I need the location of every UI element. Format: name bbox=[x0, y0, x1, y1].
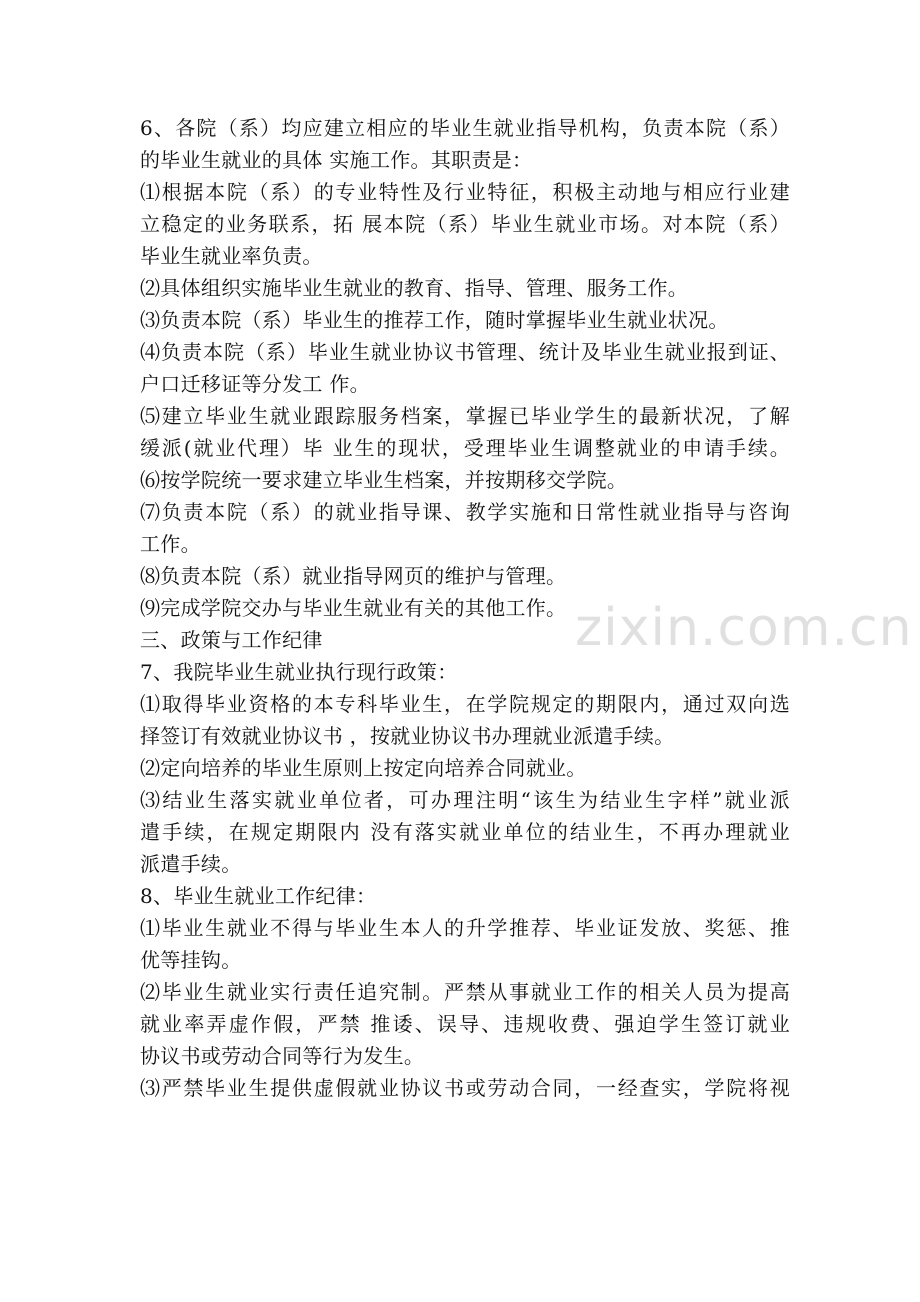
text-line: ⑷负责本院（系）毕业生就业协议书管理、统计及毕业生就业报到证、 bbox=[140, 340, 790, 364]
text-line: 的毕业生就业的具体 实施工作。其职责是： bbox=[140, 148, 533, 172]
text-line: 派遣手续。 bbox=[140, 852, 242, 876]
text-line: ⑺负责本院（系）的就业指导课、教学实施和日常性就业指导与咨询 bbox=[140, 500, 790, 524]
text-line: ⑵毕业生就业实行责任追究制。严禁从事就业工作的相关人员为提高 bbox=[140, 980, 790, 1004]
text-line: ⑶负责本院（系）毕业生的推荐工作，随时掌握毕业生就业状况。 bbox=[140, 308, 729, 332]
text-line: 优等挂钩。 bbox=[140, 948, 242, 972]
text-line: 就业率弄虚作假，严禁 推诿、误导、违规收费、强迫学生签订就业 bbox=[140, 1012, 790, 1036]
text-line: ⑵具体组织实施毕业生就业的教育、指导、管理、服务工作。 bbox=[140, 276, 689, 300]
text-line: ⑶结业生落实就业单位者，可办理注明“该生为结业生字样”就业派 bbox=[140, 788, 790, 812]
document-body bbox=[140, 112, 790, 1104]
text-line: ⑴毕业生就业不得与毕业生本人的升学推荐、毕业证发放、奖惩、推 bbox=[140, 916, 790, 940]
text-line: 6、各院（系）均应建立相应的毕业生就业指导机构，负责本院（系） bbox=[140, 116, 790, 140]
text-line: 协议书或劳动合同等行为发生。 bbox=[140, 1044, 425, 1068]
text-line: 毕业生就业率负责。 bbox=[140, 244, 323, 268]
watermark: zixin.com.cn bbox=[575, 598, 913, 658]
text-line: ⑼完成学院交办与毕业生就业有关的其他工作。 bbox=[140, 596, 567, 620]
text-line: 遣手续，在规定期限内 没有落实就业单位的结业生，不再办理就业 bbox=[140, 820, 790, 844]
text-line: ⑶严禁毕业生提供虚假就业协议书或劳动合同，一经查实，学院将视 bbox=[140, 1076, 790, 1100]
text-line: 缓派(就业代理）毕 业生的现状，受理毕业生调整就业的申请手续。 bbox=[140, 436, 790, 460]
text-line: 户口迁移证等分发工 作。 bbox=[140, 372, 370, 396]
text-line: 工作。 bbox=[140, 532, 201, 556]
text-line: ⑵定向培养的毕业生原则上按定向培养合同就业。 bbox=[140, 756, 587, 780]
text-line: ⑻负责本院（系）就业指导网页的维护与管理。 bbox=[140, 564, 567, 588]
text-line: 三、政策与工作纪律 bbox=[140, 628, 323, 652]
text-line: ⑸建立毕业生就业跟踪服务档案，掌握已毕业学生的最新状况，了解 bbox=[140, 404, 790, 428]
text-line: ⑹按学院统一要求建立毕业生档案，并按期移交学院。 bbox=[140, 468, 628, 492]
text-line: 7、我院毕业生就业执行现行政策： bbox=[140, 660, 458, 684]
text-line: 8、毕业生就业工作纪律： bbox=[140, 884, 377, 908]
text-line: ⑴根据本院（系）的专业特性及行业特征，积极主动地与相应行业建 bbox=[140, 180, 790, 204]
text-line: 择签订有效就业协议书 ，按就业协议书办理就业派遣手续。 bbox=[140, 724, 675, 748]
text-line: 立稳定的业务联系，拓 展本院（系）毕业生就业市场。对本院（系） bbox=[140, 212, 790, 236]
text-line: ⑴取得毕业资格的本专科毕业生，在学院规定的期限内，通过双向选 bbox=[140, 692, 790, 716]
